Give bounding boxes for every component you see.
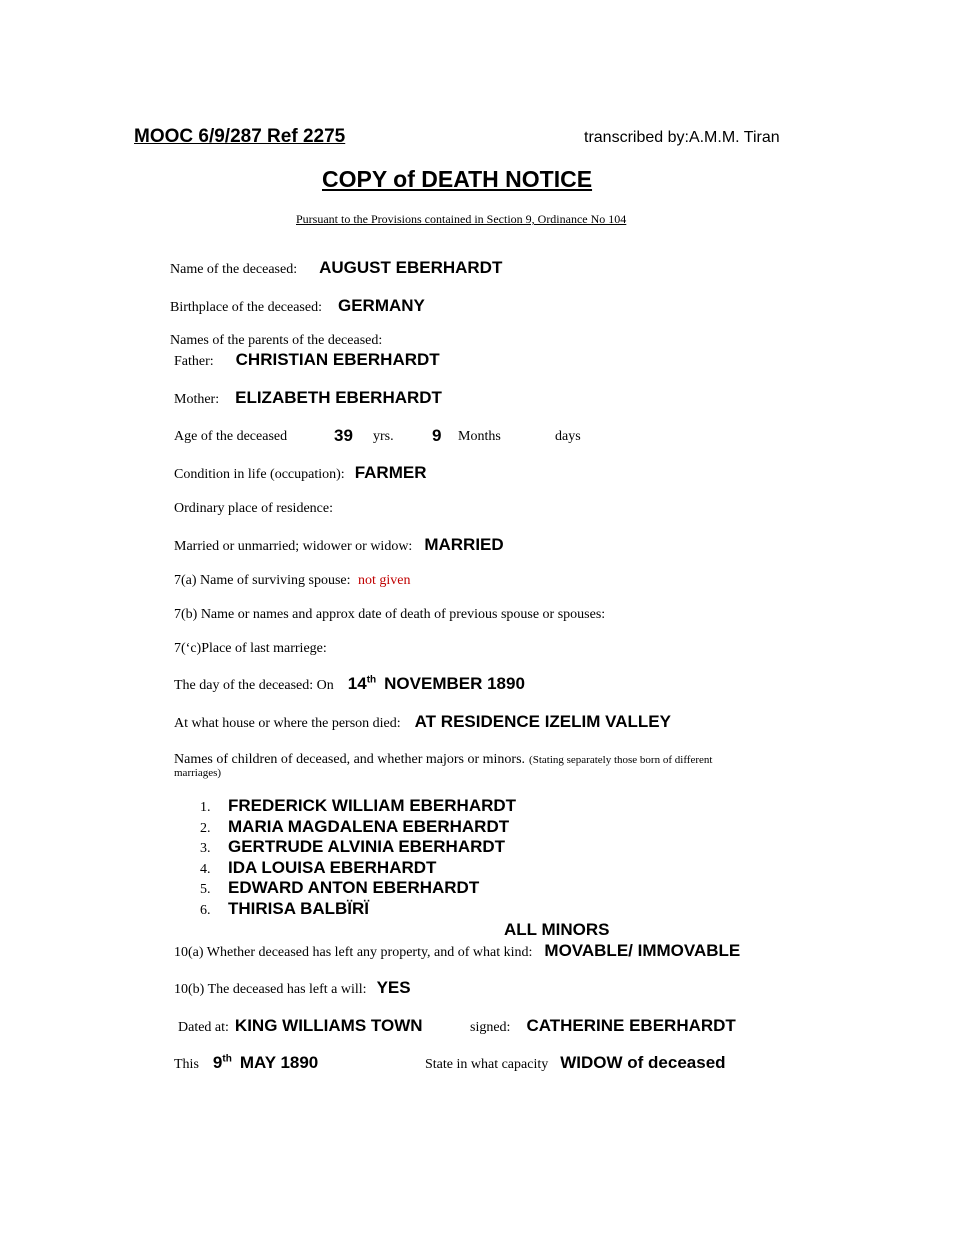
age-label: Age of the deceased xyxy=(174,429,288,444)
parents-label: Names of the parents of the deceased: xyxy=(170,333,383,348)
child-name: GERTRUDE ALVINIA EBERHARDT xyxy=(228,837,506,856)
capacity-row xyxy=(425,1053,726,1073)
death-place-label: At what house or where the person died: xyxy=(174,716,401,731)
last-marriage-label: 7(‘c)Place of last marriege: xyxy=(174,641,327,656)
signed-value: CATHERINE EBERHARDT xyxy=(526,1016,736,1035)
reference-number: MOOC 6/9/287 Ref 2275 xyxy=(134,126,346,147)
list-item: 2. MARIA MAGDALENA EBERHARDT xyxy=(200,816,510,836)
signed-label: signed: xyxy=(470,1020,511,1035)
mother-row xyxy=(174,388,442,408)
list-item: 5. EDWARD ANTON EBERHARDT xyxy=(200,878,480,897)
list-item: 1. FREDERICK WILLIAM EBERHARDT xyxy=(200,796,517,815)
children-status: ALL MINORS xyxy=(504,920,610,939)
name-value: AUGUST EBERHARDT xyxy=(319,258,503,277)
list-item: 3. GERTRUDE ALVINIA EBERHARDT xyxy=(200,837,506,856)
spouse-row xyxy=(174,573,411,589)
marital-row xyxy=(174,535,504,555)
dated-label: Dated at: xyxy=(178,1020,229,1035)
transcriber-credit: transcribed by:A.M.M. Tiran xyxy=(584,129,780,146)
death-day-number: 14 xyxy=(347,674,367,693)
document-subtitle: Pursuant to the Provisions contained in Section 9, Ordinance No 104 xyxy=(296,212,627,226)
occupation-row xyxy=(174,463,426,483)
father-value: CHRISTIAN EBERHARDT xyxy=(235,350,440,369)
child-name: EDWARD ANTON EBERHARDT xyxy=(228,878,480,897)
death-place-row xyxy=(174,712,671,732)
name-row xyxy=(170,258,502,278)
birthplace-value: GERMANY xyxy=(337,296,425,315)
child-name: FREDERICK WILLIAM EBERHARDT xyxy=(228,796,517,815)
capacity-label: State in what capacity xyxy=(425,1057,549,1072)
death-day-suffix: th xyxy=(366,674,377,686)
age-years-value: 39 xyxy=(334,426,353,445)
birthplace-label: Birthplace of the deceased: xyxy=(170,300,322,315)
children-label: Names of children of deceased, and whether majors or minors. xyxy=(174,752,526,767)
will-value: YES xyxy=(376,978,411,997)
this-date-row xyxy=(174,1053,318,1073)
occupation-label: Condition in life (occupation): xyxy=(174,467,345,482)
mother-value: ELIZABETH EBERHARDT xyxy=(235,388,442,407)
this-label: This xyxy=(174,1057,199,1072)
property-label: 10(a) Whether deceased has left any property, and of what kind: xyxy=(174,945,533,960)
age-years-unit: yrs. xyxy=(373,429,394,444)
marital-label: Married or unmarried; widower or widow: xyxy=(174,539,413,554)
property-value: MOVABLE/ IMMOVABLE xyxy=(544,941,741,960)
children-note-first-line: (Stating separately those born of different xyxy=(529,754,713,766)
mother-label: Mother: xyxy=(174,392,220,407)
age-months-value: 9 xyxy=(432,426,442,445)
document-title: COPY of DEATH NOTICE xyxy=(322,166,593,192)
this-day-suffix: th xyxy=(222,1053,232,1065)
age-days-unit: days xyxy=(555,429,581,444)
birthplace-row xyxy=(170,296,425,316)
spouse-value: not given xyxy=(358,573,411,588)
will-label: 10(b) The deceased has left a will: xyxy=(174,982,367,997)
previous-spouse-label: 7(b) Name or names and approx date of death of previous spouse or spouses: xyxy=(174,607,606,622)
child-name: THIRISA BALBÏRÏ xyxy=(228,898,370,918)
children-note-second-line: marriages) xyxy=(174,767,222,779)
death-day-row xyxy=(174,674,525,694)
this-month-year: MAY 1890 xyxy=(239,1053,319,1072)
children-header xyxy=(174,750,712,768)
dated-row xyxy=(178,1016,423,1036)
father-row xyxy=(174,350,440,370)
capacity-value: WIDOW of deceased xyxy=(560,1053,726,1072)
list-item: 6. THIRISA BALBÏRÏ xyxy=(200,898,370,918)
residence-label: Ordinary place of residence: xyxy=(174,501,333,516)
spouse-label: 7(a) Name of surviving spouse: xyxy=(174,573,351,588)
child-name: MARIA MAGDALENA EBERHARDT xyxy=(228,816,510,836)
dated-value: KING WILLIAMS TOWN xyxy=(234,1016,423,1035)
property-row xyxy=(174,941,740,961)
age-months-unit: Months xyxy=(458,429,501,444)
death-day-label: The day of the deceased: On xyxy=(174,678,334,693)
death-day-month-year: NOVEMBER 1890 xyxy=(384,674,525,693)
list-item: 4. IDA LOUISA EBERHARDT xyxy=(200,857,437,877)
signed-row xyxy=(470,1016,736,1036)
this-day-number: 9 xyxy=(212,1053,223,1072)
children-list xyxy=(200,796,516,919)
marital-value: MARRIED xyxy=(424,535,504,554)
child-name: IDA LOUISA EBERHARDT xyxy=(228,857,437,877)
name-label: Name of the deceased: xyxy=(170,262,298,277)
will-row xyxy=(174,978,411,998)
father-label: Father: xyxy=(174,354,214,369)
occupation-value: FARMER xyxy=(354,463,427,482)
death-place-value: AT RESIDENCE IZELIM VALLEY xyxy=(414,712,671,731)
